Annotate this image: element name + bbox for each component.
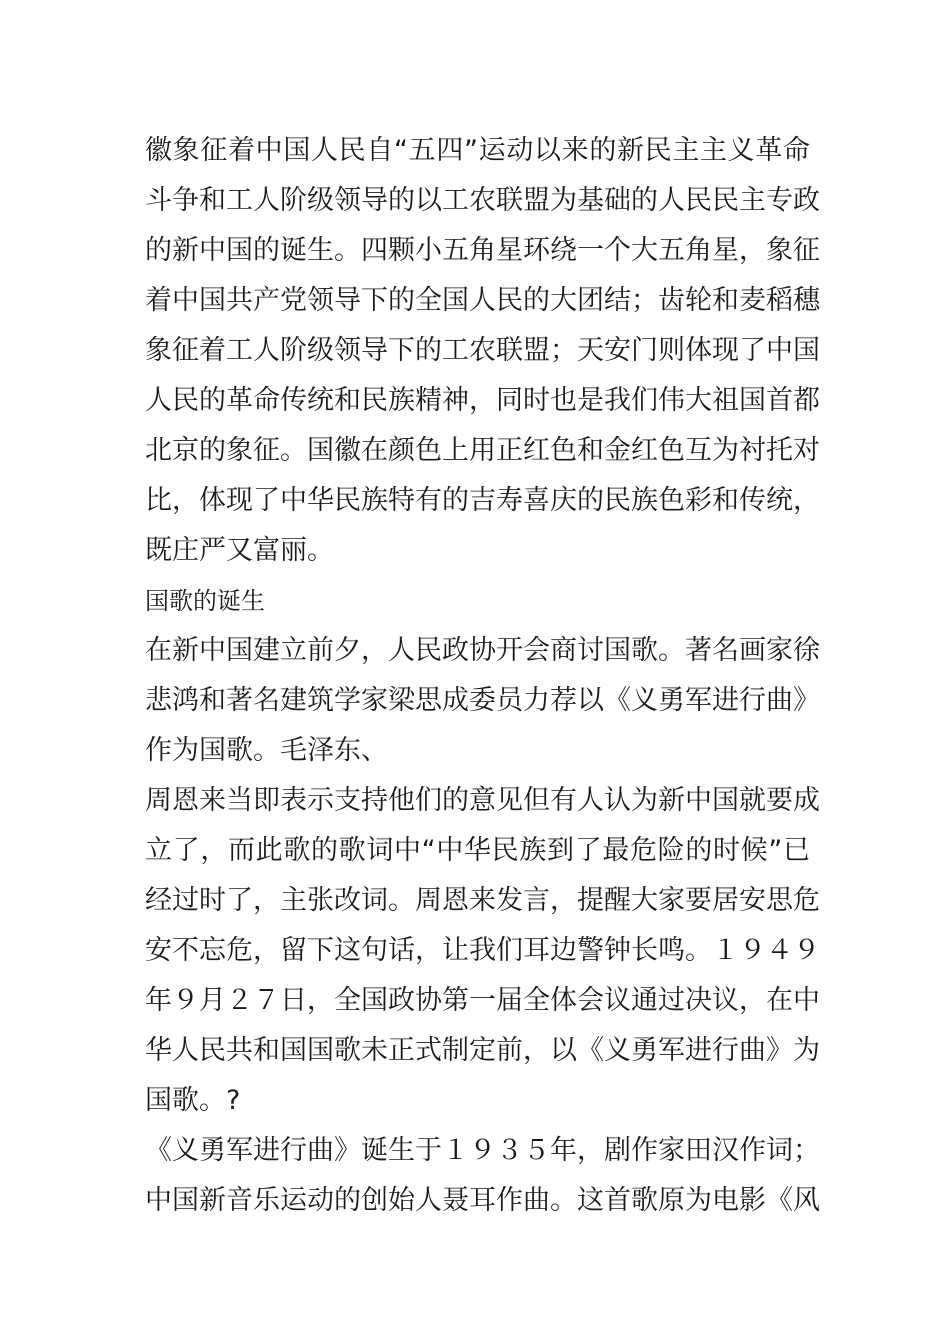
text-line: 周恩来当即表示支持他们的意见但有人认为新中国就要成 — [145, 785, 820, 816]
text-line: 比，体现了中华民族特有的吉寿喜庆的民族色彩和传统， — [145, 485, 820, 516]
text-line: 人民的革命传统和民族精神，同时也是我们伟大祖国首都 — [145, 385, 820, 416]
text-line: 的新中国的诞生。四颗小五角星环绕一个大五角星，象征 — [145, 235, 820, 266]
text-line: 徽象征着中国人民自“五四”运动以来的新民主主义革命 — [145, 135, 810, 166]
text-line: 斗争和工人阶级领导的以工农联盟为基础的人民民主专政 — [145, 185, 820, 216]
text-line: 既庄严又富丽。 — [145, 535, 334, 566]
text-line: 《义勇军进行曲》诞生于１９３５年，剧作家田汉作词； — [145, 1135, 820, 1166]
text-line: 北京的象征。国徽在颜色上用正红色和金红色互为衬托对 — [145, 435, 820, 466]
text-line: 作为国歌。毛泽东、 — [145, 735, 388, 766]
text-line: 年９月２７日，全国政协第一届全体会议通过决议，在中 — [145, 985, 820, 1016]
text-line: 着中国共产党领导下的全国人民的大团结；齿轮和麦稻穗 — [145, 285, 820, 316]
text-line: 中国新音乐运动的创始人聂耳作曲。这首歌原为电影《风 — [145, 1185, 820, 1216]
text-line: 悲鸿和著名建筑学家梁思成委员力荐以《义勇军进行曲》 — [145, 685, 820, 716]
text-line: 安不忘危，留下这句话，让我们耳边警钟长鸣。１９４９ — [145, 935, 820, 966]
text-line: 经过时了，主张改词。周恩来发言，提醒大家要居安思危 — [145, 885, 820, 916]
text-line: 在新中国建立前夕，人民政协开会商讨国歌。著名画家徐 — [145, 635, 820, 666]
text-line: 华人民共和国国歌未正式制定前，以《义勇军进行曲》为 — [145, 1035, 820, 1066]
text-line: 国歌。? — [145, 1085, 241, 1116]
text-line: 象征着工人阶级领导下的工农联盟；天安门则体现了中国 — [145, 335, 820, 366]
document-page — [145, 126, 820, 1226]
section-heading: 国歌的诞生 — [145, 587, 265, 615]
text-line: 立了，而此歌的歌词中“中华民族到了最危险的时候”已 — [145, 835, 810, 866]
